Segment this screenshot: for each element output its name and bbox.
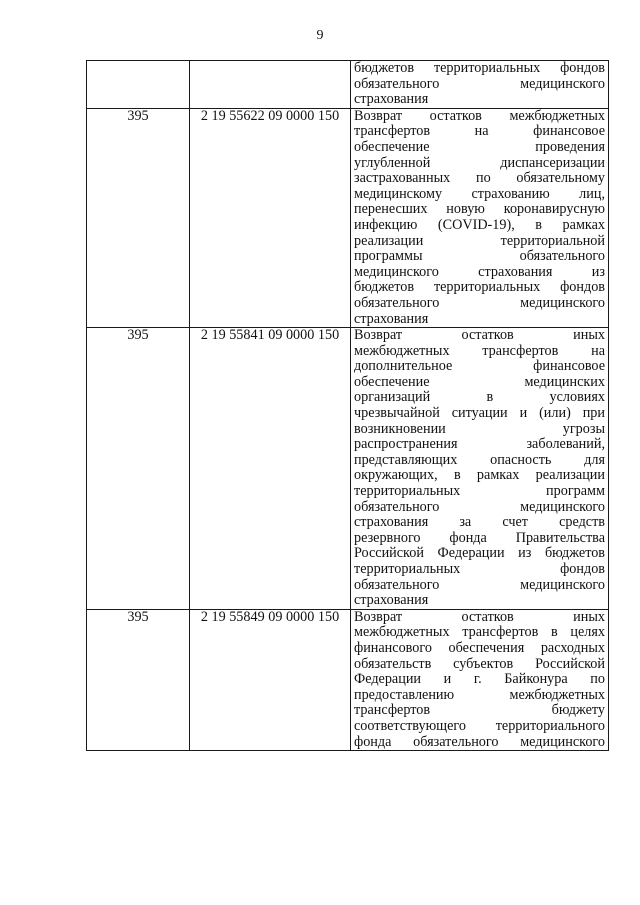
description-line: окружающих, в рамках реализации <box>354 467 605 484</box>
description-line: предоставлению межбюджетных <box>354 686 605 703</box>
description-line: медицинскому страхованию лиц, <box>354 185 605 202</box>
description-line: дополнительное финансовое <box>354 358 605 375</box>
admin-code-cell <box>87 61 190 109</box>
description-line: представляющих опасность для <box>354 451 605 468</box>
description-line: углубленной диспансеризации <box>354 154 605 171</box>
description-cell <box>351 108 609 327</box>
description-line: межбюджетных трансфертов в целях <box>354 624 605 641</box>
description-line: соответствующего территориального <box>354 717 605 734</box>
description-line: обязательств субъектов Российской <box>354 655 605 672</box>
description-line: инфекцию (COVID-19), в рамках <box>354 216 605 233</box>
description-line: обязательного медицинского <box>354 75 605 92</box>
description-line: страхования <box>354 310 429 327</box>
budget-code-cell <box>190 108 351 327</box>
description-line: реализации территориальной <box>354 232 605 249</box>
description-line: Федерации и г. Байконура по <box>354 671 605 688</box>
page-number: 9 <box>316 28 324 43</box>
description-line: обязательного медицинского <box>354 576 605 593</box>
admin-code: 395 <box>127 327 149 344</box>
description-line: фонда обязательного медицинского <box>354 733 605 750</box>
description-line: резервного фонда Правительства <box>354 529 605 546</box>
admin-code: 395 <box>127 608 149 625</box>
description-line: Возврат остатков иных <box>354 327 605 344</box>
description-line: чрезвычайной ситуации и (или) при <box>354 405 605 422</box>
budget-code-cell <box>190 328 351 610</box>
description-line: обязательного медицинского <box>354 294 605 311</box>
description-line: территориальных фондов <box>354 561 605 577</box>
description-line: страхования за счет средств <box>354 514 605 531</box>
description-line: программы обязательного <box>354 248 605 265</box>
description-line: обеспечение проведения <box>354 138 605 155</box>
description-line: трансфертов на финансовое <box>354 123 605 140</box>
table-row <box>87 108 609 327</box>
description-line: организаций в условиях <box>354 389 605 406</box>
budget-code: 2 19 55622 09 0000 150 <box>200 107 340 124</box>
description-line: медицинского страхования из <box>354 263 605 280</box>
description-line: Возврат остатков иных <box>354 608 605 625</box>
admin-code-cell <box>87 108 190 327</box>
description-line: распространения заболеваний, <box>354 436 605 453</box>
description-line: перенесших новую коронавирусную <box>354 201 605 218</box>
table-row <box>87 328 609 610</box>
description-line: Возврат остатков межбюджетных <box>354 107 605 124</box>
description-line: возникновении угрозы <box>354 420 605 437</box>
admin-code: 395 <box>127 107 149 124</box>
description-line: Российской Федерации из бюджетов <box>354 545 605 562</box>
description-line: страхования <box>354 592 429 609</box>
table-row-continued <box>87 61 609 109</box>
budget-code-cell <box>190 61 351 109</box>
admin-code-cell <box>87 609 190 750</box>
budget-code: 2 19 55849 09 0000 150 <box>200 608 340 625</box>
description-line: межбюджетных трансфертов на <box>354 342 605 359</box>
table-row <box>87 609 609 750</box>
description-cell <box>351 609 609 750</box>
budget-code: 2 19 55841 09 0000 150 <box>200 327 340 344</box>
description-line: бюджетов территориальных фондов <box>354 279 605 296</box>
description-line: территориальных программ <box>354 483 605 500</box>
description-line: обеспечение медицинских <box>354 373 605 390</box>
description-cell <box>351 61 609 109</box>
description-line: застрахованных по обязательному <box>354 170 605 187</box>
description-line: страхования <box>354 91 429 108</box>
description-cell <box>351 328 609 610</box>
description-line: финансового обеспечения расходных <box>354 639 605 656</box>
description-line: бюджетов территориальных фондов <box>354 60 605 76</box>
budget-codes-table <box>86 60 609 751</box>
admin-code-cell <box>87 328 190 610</box>
description-line: обязательного медицинского <box>354 498 605 515</box>
budget-code-cell <box>190 609 351 750</box>
description-line: трансфертов бюджету <box>354 702 605 719</box>
